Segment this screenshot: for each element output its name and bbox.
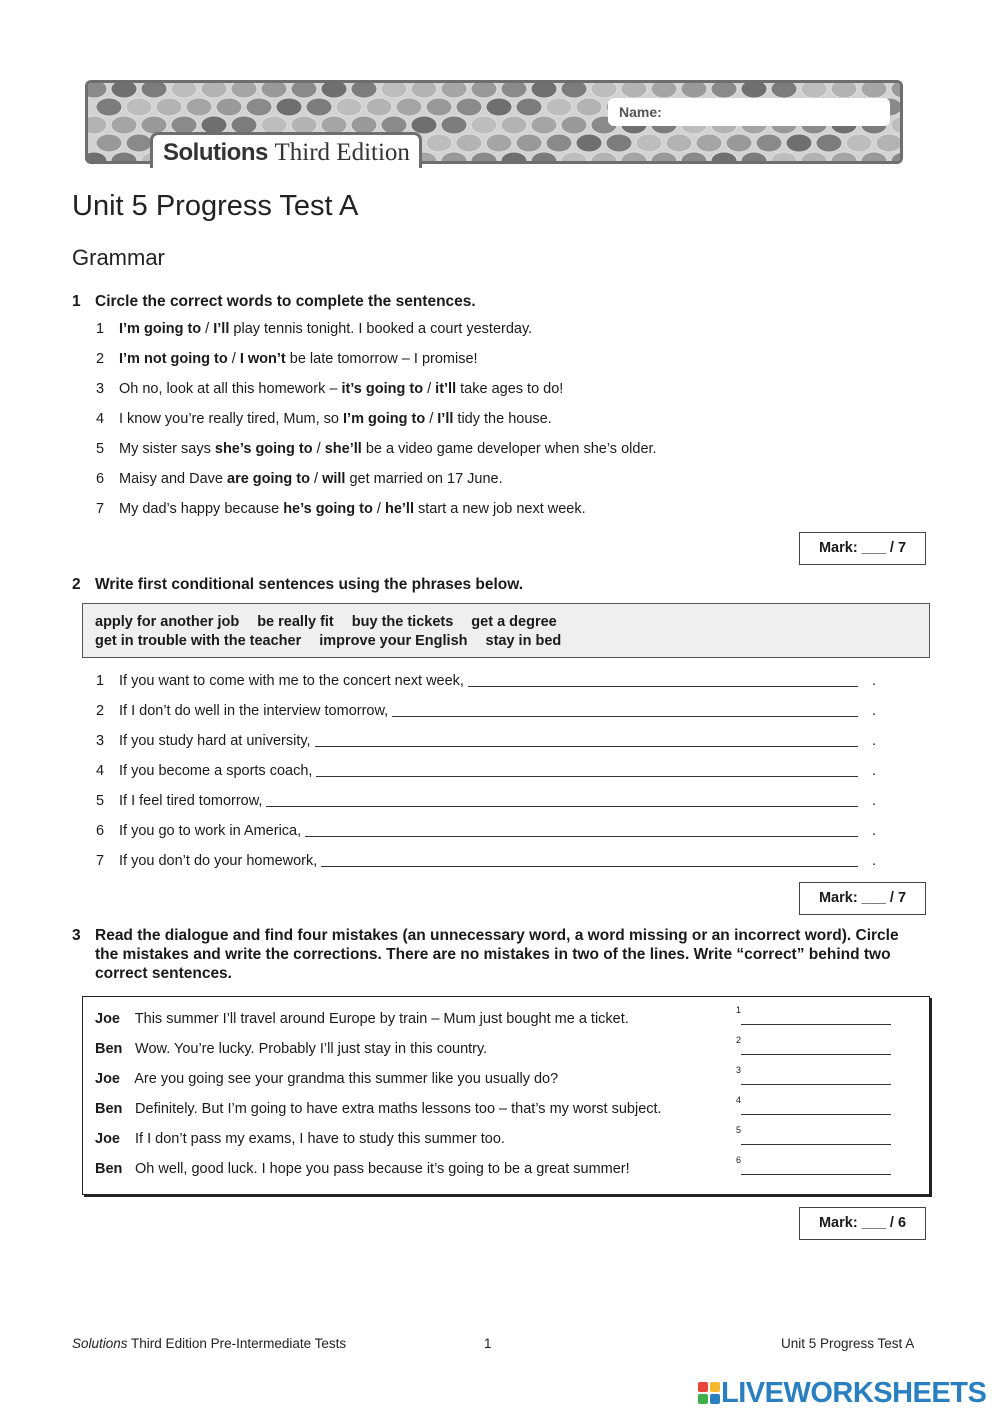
brand-edition: Third Edition — [274, 139, 410, 166]
option-separator: / — [372, 501, 385, 517]
sentence-item — [96, 321, 532, 337]
item-number: 3 — [96, 381, 105, 397]
option-separator: / — [309, 471, 323, 487]
sentence-item — [96, 351, 478, 367]
answer-blank[interactable] — [468, 672, 858, 687]
item-number: 1 — [96, 673, 105, 689]
answer-blank[interactable] — [316, 762, 858, 777]
phrase: improve your English — [319, 633, 468, 649]
pebble-shape — [711, 83, 737, 98]
item-number: 4 — [96, 411, 105, 427]
brand-tab — [150, 132, 422, 168]
option-separator: / — [423, 381, 436, 397]
pebble-shape — [846, 134, 872, 152]
option-separator: / — [201, 321, 214, 337]
pebble-shape — [501, 83, 527, 98]
logo-square — [710, 1382, 720, 1392]
sentence-start: Maisy and Dave — [119, 471, 227, 487]
sentence-end: play tennis tonight. I booked a court yesterday. — [229, 321, 533, 337]
phrase: stay in bed — [485, 633, 562, 649]
sentence-item — [96, 501, 586, 517]
item-number: 3 — [96, 733, 105, 749]
option-separator: / — [425, 411, 438, 427]
answer-number: 6 — [736, 1155, 742, 1165]
pebble-shape — [531, 83, 557, 98]
pebble-shape — [441, 152, 467, 164]
footer-book: Third Edition Pre-Intermediate Tests — [127, 1336, 347, 1351]
pebble-shape — [771, 83, 797, 98]
answer-blank[interactable] — [305, 822, 858, 837]
option-b[interactable]: I’ll — [437, 411, 454, 427]
option-a[interactable]: she’s going to — [214, 441, 313, 457]
sentence-start: My sister says — [119, 441, 215, 457]
sentence-item — [96, 672, 876, 689]
sentence-start: I know you’re really tired, Mum, so — [119, 411, 344, 427]
pebble-shape — [171, 83, 197, 98]
full-stop: . — [871, 763, 876, 779]
pebble-shape — [531, 152, 557, 164]
sentence-start: If you go to work in America, — [119, 823, 302, 839]
full-stop: . — [871, 823, 876, 839]
item-number: 5 — [96, 793, 105, 809]
full-stop: . — [871, 793, 876, 809]
answer-number: 3 — [736, 1065, 742, 1075]
pebble-shape — [516, 134, 542, 152]
sentence-item — [96, 441, 657, 457]
pebble-shape — [126, 98, 152, 116]
pebble-shape — [126, 134, 152, 152]
mark-box[interactable]: Mark: ___ / 6 — [799, 1207, 926, 1240]
pebble-shape — [231, 83, 257, 98]
sentence-item — [96, 732, 876, 749]
sentence-start: If I feel tired tomorrow, — [119, 793, 263, 809]
pebble-shape — [321, 83, 347, 98]
pebble-shape — [681, 152, 707, 164]
item-number: 2 — [96, 703, 105, 719]
logo-square — [698, 1382, 708, 1392]
pebble-shape — [891, 116, 903, 134]
pebble-shape — [801, 152, 827, 164]
page-title: Unit 5 Progress Test A — [72, 190, 359, 222]
full-stop: . — [871, 703, 876, 719]
pebble-shape — [531, 116, 557, 134]
option-a[interactable]: I’m going to — [343, 411, 426, 427]
pebble-shape — [606, 134, 632, 152]
pebble-shape — [88, 83, 107, 98]
option-a[interactable]: I’m not going to — [119, 351, 228, 367]
pebble-shape — [681, 83, 707, 98]
pebble-shape — [516, 98, 542, 116]
option-b[interactable]: he’ll — [384, 501, 414, 517]
pebble-shape — [111, 152, 137, 164]
page-number: 1 — [484, 1336, 492, 1351]
pebble-shape — [216, 98, 242, 116]
pebble-shape — [336, 98, 362, 116]
dialogue-line — [95, 1131, 505, 1147]
phrase: get a degree — [471, 614, 557, 630]
logo-square — [710, 1394, 720, 1404]
pebble-shape — [576, 134, 602, 152]
question-instruction: Write first conditional sentences using the phrases below. — [95, 576, 524, 593]
pebble-shape — [651, 152, 677, 164]
item-number: 6 — [96, 823, 105, 839]
pebble-shape — [276, 98, 302, 116]
pebble-shape — [651, 83, 677, 98]
sentence-item — [96, 762, 876, 779]
sentence-item — [96, 381, 563, 397]
liveworksheets-icon — [697, 1381, 721, 1405]
correction-answer — [736, 1155, 894, 1175]
pebble-shape — [816, 134, 842, 152]
answer-number: 4 — [736, 1095, 742, 1105]
dialogue-line — [95, 1071, 558, 1087]
pebble-shape — [591, 83, 617, 98]
question-number: 2 — [72, 576, 81, 593]
footer-right: Unit 5 Progress Test A — [781, 1336, 915, 1351]
dialogue-line — [95, 1011, 629, 1027]
option-a[interactable]: I’m going to — [119, 321, 202, 337]
footer-series: Solutions — [72, 1336, 128, 1351]
pebble-shape — [471, 83, 497, 98]
pebble-shape — [741, 83, 767, 98]
pebble-shape — [88, 152, 107, 164]
phrase: apply for another job — [95, 614, 240, 630]
sentence-end: tidy the house. — [453, 411, 552, 427]
full-stop: . — [871, 733, 876, 749]
pebble-shape — [456, 134, 482, 152]
sentence-item — [96, 822, 876, 839]
pebble-shape — [891, 83, 903, 98]
answer-blank[interactable] — [266, 792, 858, 807]
correction-answer — [736, 1065, 894, 1085]
sentence-start: If you want to come with me to the concert next week, — [119, 673, 464, 689]
pebble-shape — [666, 134, 692, 152]
pebble-shape — [636, 134, 662, 152]
answer-blank[interactable] — [741, 1130, 891, 1145]
pebble-shape — [396, 98, 422, 116]
item-number: 2 — [96, 351, 105, 367]
pebble-shape — [426, 134, 452, 152]
pebble-shape — [876, 134, 902, 152]
correction-answer — [736, 1095, 894, 1115]
phrase: get in trouble with the teacher — [95, 633, 302, 649]
option-b[interactable]: she’ll — [324, 441, 362, 457]
pebble-shape — [471, 152, 497, 164]
pebble-shape — [486, 98, 512, 116]
sentence-start: If I don’t do well in the interview tomorrow, — [119, 703, 389, 719]
answer-blank[interactable] — [741, 1100, 891, 1115]
sentence-start: My dad’s happy because — [119, 501, 284, 517]
question-number: 3 — [72, 927, 81, 944]
option-a[interactable]: he’s going to — [283, 501, 373, 517]
item-number: 6 — [96, 471, 105, 487]
question-number: 1 — [72, 293, 81, 310]
phrase: buy the tickets — [351, 614, 454, 630]
dialogue-text[interactable]: This summer I’ll travel around Europe by train – Mum just bought me a ticket. — [134, 1011, 629, 1027]
item-number: 7 — [96, 853, 105, 869]
option-b[interactable]: will — [322, 471, 346, 487]
mark-box[interactable]: Mark: ___ / 7 — [799, 532, 926, 565]
pebble-shape — [711, 152, 737, 164]
correction-answer — [736, 1035, 894, 1055]
pebble-shape — [561, 83, 587, 98]
pebble-shape — [291, 83, 317, 98]
pebble-shape — [786, 134, 812, 152]
dialogue-text[interactable]: Definitely. But I’m going to have extra maths lessons too – that’s my worst subject. — [135, 1101, 662, 1117]
speaker: Ben — [95, 1041, 123, 1057]
answer-number: 2 — [736, 1035, 742, 1045]
pebble-shape — [576, 98, 602, 116]
answer-blank[interactable] — [741, 1160, 891, 1175]
pebble-shape — [861, 83, 887, 98]
sentence-end: be a video game developer when she’s older. — [361, 441, 657, 457]
logo-square — [698, 1394, 708, 1404]
liveworksheets-logo[interactable] — [697, 1376, 986, 1410]
pebble-shape — [501, 116, 527, 134]
mark-box[interactable]: Mark: ___ / 7 — [799, 882, 926, 915]
pebble-shape — [88, 116, 107, 134]
pebble-shape — [621, 152, 647, 164]
pebble-shape — [546, 134, 572, 152]
answer-blank[interactable] — [392, 702, 858, 717]
pebble-shape — [621, 83, 647, 98]
phrase: be really fit — [257, 614, 334, 630]
pebble-shape — [96, 134, 122, 152]
answer-blank[interactable] — [741, 1040, 891, 1055]
speaker: Joe — [95, 1131, 120, 1147]
item-number: 5 — [96, 441, 105, 457]
item-number: 7 — [96, 501, 105, 517]
pebble-shape — [591, 152, 617, 164]
dialogue-text[interactable]: Are you going see your grandma this summer like you usually do? — [134, 1071, 559, 1087]
pebble-shape — [366, 98, 392, 116]
sentence-start: If you become a sports coach, — [119, 763, 313, 779]
pebble-shape — [561, 116, 587, 134]
pebble-shape — [141, 83, 167, 98]
answer-blank[interactable] — [321, 852, 858, 867]
dialogue-line — [95, 1161, 630, 1177]
pebble-shape — [891, 152, 903, 164]
speaker: Joe — [95, 1071, 120, 1087]
speaker: Ben — [95, 1161, 123, 1177]
pebble-shape — [561, 152, 587, 164]
pebble-shape — [501, 152, 527, 164]
pebble-shape — [351, 83, 377, 98]
question-1-heading — [72, 292, 925, 311]
pebble-shape — [411, 83, 437, 98]
option-b[interactable]: I’ll — [213, 321, 230, 337]
full-stop: . — [871, 853, 876, 869]
pebble-shape — [186, 98, 212, 116]
question-instruction: Circle the correct words to complete the sentences. — [95, 293, 476, 310]
pebble-shape — [111, 83, 137, 98]
answer-number: 5 — [736, 1125, 742, 1135]
speaker: Joe — [95, 1011, 120, 1027]
sentence-item — [96, 471, 503, 487]
full-stop: . — [871, 673, 876, 689]
dialogue-text[interactable]: If I don’t pass my exams, I have to study this summer too. — [135, 1131, 505, 1147]
sentence-end: start a new job next week. — [413, 501, 586, 517]
option-b[interactable]: it’ll — [435, 381, 457, 397]
section-title: Grammar — [72, 245, 165, 270]
sentence-item — [96, 702, 876, 719]
option-b[interactable]: I won’t — [239, 351, 286, 367]
dialogue-text[interactable]: Oh well, good luck. I hope you pass because it’s going to be a great summer! — [135, 1161, 630, 1177]
pebble-shape — [771, 152, 797, 164]
option-separator: / — [227, 351, 240, 367]
pebble-shape — [726, 134, 752, 152]
pebble-shape — [441, 116, 467, 134]
answer-blank[interactable] — [741, 1070, 891, 1085]
pebble-shape — [306, 98, 332, 116]
sentence-item — [96, 852, 876, 869]
name-field[interactable] — [608, 98, 890, 126]
name-label: Name: — [619, 104, 662, 120]
pebble-shape — [456, 98, 482, 116]
pebble-shape — [441, 83, 467, 98]
pebble-shape — [756, 134, 782, 152]
pebble-shape — [486, 134, 512, 152]
answer-blank[interactable] — [315, 732, 858, 747]
option-a[interactable]: are going to — [227, 471, 310, 487]
sentence-start: Oh no, look at all this homework – — [119, 381, 342, 397]
sentence-end: take ages to do! — [456, 381, 564, 397]
answer-blank[interactable] — [741, 1010, 891, 1025]
pebble-shape — [201, 83, 227, 98]
dialogue-line — [95, 1041, 487, 1057]
item-number: 1 — [96, 321, 105, 337]
dialogue-line — [95, 1101, 662, 1117]
pebble-shape — [156, 98, 182, 116]
phrase-box — [82, 603, 930, 658]
correction-answer — [736, 1125, 894, 1145]
option-a[interactable]: it’s going to — [341, 381, 424, 397]
sentence-end: be late tomorrow – I promise! — [285, 351, 478, 367]
pebble-shape — [261, 83, 287, 98]
pebble-shape — [246, 98, 272, 116]
pebble-shape — [546, 98, 572, 116]
pebble-shape — [96, 98, 122, 116]
pebble-shape — [831, 152, 857, 164]
question-2-heading — [72, 575, 925, 594]
pebble-shape — [111, 116, 137, 134]
sentence-start: If you study hard at university, — [119, 733, 311, 749]
sentence-item — [96, 792, 876, 809]
brand-name: Solutions — [163, 139, 268, 166]
item-number: 4 — [96, 763, 105, 779]
pebble-shape — [861, 152, 887, 164]
liveworksheets-wordmark: LIVEWORKSHEETS — [721, 1376, 987, 1409]
pebble-shape — [831, 83, 857, 98]
correction-answer — [736, 1005, 894, 1025]
pebble-shape — [696, 134, 722, 152]
pebble-shape — [426, 98, 452, 116]
speaker: Ben — [95, 1101, 123, 1117]
sentence-start: If you don’t do your homework, — [119, 853, 318, 869]
sentence-end: get married on 17 June. — [345, 471, 503, 487]
footer-left — [72, 1336, 346, 1351]
sentence-item — [96, 411, 552, 427]
pebble-shape — [471, 116, 497, 134]
pebble-shape — [801, 83, 827, 98]
pebble-shape — [741, 152, 767, 164]
answer-number: 1 — [736, 1005, 742, 1015]
question-instruction: Read the dialogue and find four mistakes (an unnecessary word, a word missing or an incorrect word). Circle the mistakes and write the corrections. There are no mistakes in two of the lines. Write “correct” behind two correct sentences. — [95, 927, 899, 982]
dialogue-text[interactable]: Wow. You’re lucky. Probably I’ll just stay in this country. — [135, 1041, 488, 1057]
pebble-shape — [381, 83, 407, 98]
question-3-heading — [72, 926, 925, 983]
option-separator: / — [312, 441, 325, 457]
